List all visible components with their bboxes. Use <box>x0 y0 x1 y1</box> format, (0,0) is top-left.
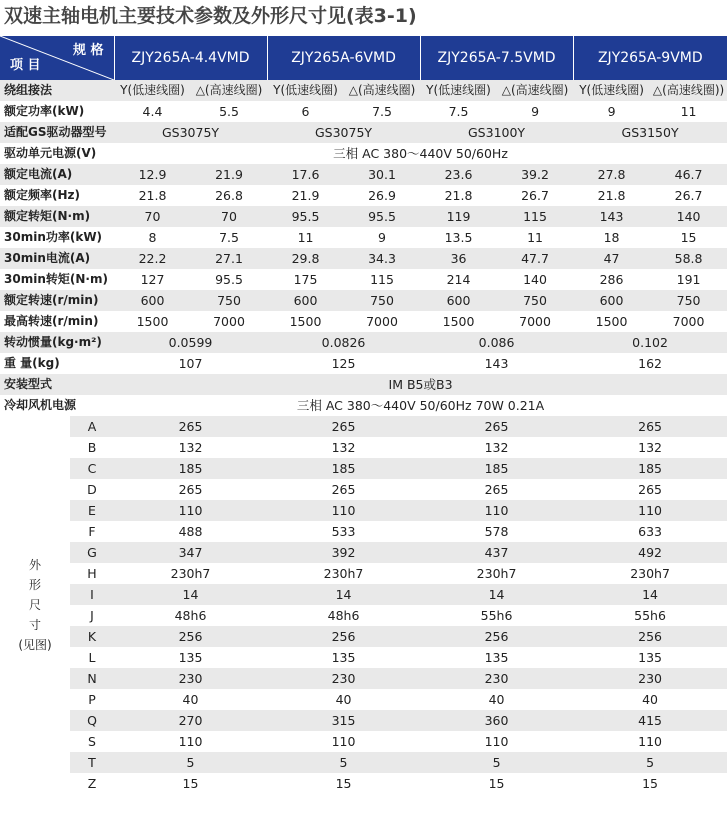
value-cell: 437 <box>420 542 573 563</box>
dimension-letter: J <box>90 608 94 623</box>
dimension-group-label <box>0 416 70 794</box>
value-cell: 7.5 <box>219 230 239 245</box>
value-cell: 1500 <box>595 314 628 329</box>
value-cell: 256 <box>573 626 727 647</box>
value-cell: 175 <box>293 272 318 287</box>
value-cell: 132 <box>331 440 356 455</box>
value-cell: 230h7 <box>630 566 670 581</box>
value-cell: 5.5 <box>219 104 239 119</box>
dimension-letter: I <box>70 584 114 605</box>
value-cell: 115 <box>497 206 573 227</box>
value-cell: 55h6 <box>480 608 513 623</box>
winding-cell: △(高速线圈) <box>344 80 420 101</box>
value-cell: GS3075Y <box>114 122 267 143</box>
dimension-letter: Q <box>70 710 114 731</box>
value-cell: 415 <box>573 710 727 731</box>
value-cell: 140 <box>650 206 727 227</box>
table-row <box>0 269 727 290</box>
value-cell: 70 <box>191 206 267 227</box>
value-cell: 9 <box>607 104 616 119</box>
driver-row <box>0 122 727 143</box>
winding-row <box>0 80 727 101</box>
value-cell: 5 <box>267 752 420 773</box>
value-cell: 360 <box>420 710 573 731</box>
value-cell: 27.8 <box>573 164 650 185</box>
value-cell: 14 <box>267 584 420 605</box>
value-cell: GS3100Y <box>420 122 573 143</box>
value-cell: 315 <box>267 710 420 731</box>
value-cell: 15 <box>182 776 199 791</box>
value-cell: 230 <box>114 668 267 689</box>
value-cell: 270 <box>114 710 267 731</box>
value-cell: 14 <box>573 584 727 605</box>
value-cell: 265 <box>267 416 420 437</box>
value-cell: 9 <box>531 104 540 119</box>
dimension-group-char: (见图) <box>18 638 52 652</box>
value-cell: 8 <box>148 230 157 245</box>
value-cell: 265 <box>178 482 203 497</box>
value-cell: 214 <box>446 272 471 287</box>
winding-cell: △(高速线圈)) <box>650 80 727 101</box>
value-cell: 132 <box>178 440 203 455</box>
value-cell: 110 <box>178 734 203 749</box>
value-cell: 11 <box>527 230 543 245</box>
value-cell: 12.9 <box>114 164 191 185</box>
dimension-row <box>0 689 727 710</box>
winding-cell: Y(低速线圈) <box>573 80 650 101</box>
dimension-letter: Z <box>87 776 97 791</box>
row-label: 安装型式 <box>0 374 114 395</box>
winding-cell: Y(低速线圈) <box>114 80 191 101</box>
value-cell: 119 <box>420 206 497 227</box>
value-cell: 11 <box>297 230 314 245</box>
value-cell: 110 <box>267 500 420 521</box>
value-cell: 115 <box>370 272 394 287</box>
value-cell: 135 <box>331 650 356 665</box>
value-cell: 185 <box>267 458 420 479</box>
value-cell: 600 <box>573 290 650 311</box>
value-cell: 15 <box>680 230 697 245</box>
value-cell: 13.5 <box>444 230 473 245</box>
dimension-letter: H <box>87 566 97 581</box>
dimension-row <box>0 521 727 542</box>
row-label: 额定电流(A) <box>0 164 114 185</box>
dimension-row <box>0 479 727 500</box>
value-cell: 230h7 <box>170 566 211 581</box>
dimension-row <box>0 752 727 773</box>
row-label: 30min转矩(N·m) <box>4 272 108 286</box>
value-cell: 55h6 <box>634 608 666 623</box>
value-cell: 230h7 <box>323 566 364 581</box>
value-cell: 750 <box>650 290 727 311</box>
value-cell: 48h6 <box>174 608 207 623</box>
value-cell: 185 <box>573 458 727 479</box>
value-cell: 600 <box>267 290 344 311</box>
value-cell: 125 <box>331 356 356 371</box>
row-label: 30min电流(A) <box>0 248 114 269</box>
value-cell: 135 <box>178 650 203 665</box>
table-row <box>0 248 727 269</box>
row-label: 额定频率(Hz) <box>4 188 80 202</box>
value-cell: 21.9 <box>291 188 320 203</box>
value-cell: 265 <box>420 416 573 437</box>
value-cell: 36 <box>420 248 497 269</box>
value-cell: 11 <box>680 104 697 119</box>
value-cell: 26.7 <box>674 188 703 203</box>
value-cell: 6 <box>301 104 310 119</box>
value-cell: 110 <box>573 500 727 521</box>
dimension-row <box>0 710 727 731</box>
value-cell: 47 <box>573 248 650 269</box>
value-cell: 286 <box>599 272 624 287</box>
value-cell: 127 <box>140 272 165 287</box>
value-cell: 135 <box>484 650 509 665</box>
value-cell: 95.5 <box>267 206 344 227</box>
table-row <box>0 206 727 227</box>
header-row <box>0 36 727 80</box>
dimension-group-char: 尺 <box>28 598 41 612</box>
table-row <box>0 227 727 248</box>
value-cell: 135 <box>638 650 662 665</box>
value-cell: 7.5 <box>448 104 469 119</box>
value-cell: 48h6 <box>327 608 360 623</box>
corner-cell <box>0 36 114 80</box>
value-cell: 47.7 <box>497 248 573 269</box>
dimension-row <box>0 500 727 521</box>
value-cell: 191 <box>676 272 701 287</box>
value-cell: 256 <box>114 626 267 647</box>
dimension-row <box>0 584 727 605</box>
dimension-letter: F <box>88 524 96 539</box>
dimension-row <box>0 626 727 647</box>
value-cell: 7000 <box>366 314 398 329</box>
value-cell: 140 <box>523 272 547 287</box>
value-cell: 265 <box>638 482 662 497</box>
value-cell: 40 <box>335 692 352 707</box>
dimension-letter: C <box>70 458 114 479</box>
dimension-row <box>0 437 727 458</box>
value-cell: 21.8 <box>444 188 473 203</box>
row-label: 转动惯量(kg·m²) <box>0 332 114 353</box>
value-cell: 110 <box>484 734 509 749</box>
value-cell: 40 <box>642 692 658 707</box>
value-cell: 230 <box>420 668 573 689</box>
value-cell: 1500 <box>289 314 322 329</box>
value-cell: 58.8 <box>650 248 727 269</box>
value-cell: 265 <box>484 482 509 497</box>
value-cell: 265 <box>114 416 267 437</box>
dimension-row <box>0 647 727 668</box>
spec-label: 规 格 <box>72 43 104 58</box>
value-cell: 750 <box>497 290 573 311</box>
model-header: ZJY265A-7.5VMD <box>420 36 573 80</box>
value-cell: 0.086 <box>420 332 573 353</box>
dimension-row <box>0 731 727 752</box>
value-cell: 15 <box>335 776 352 791</box>
value-cell: 23.6 <box>420 164 497 185</box>
value-cell: 110 <box>638 734 662 749</box>
value-cell: 15 <box>642 776 658 791</box>
mount-row <box>0 374 727 395</box>
dimension-row <box>0 542 727 563</box>
row-label: 额定转速(r/min) <box>0 290 114 311</box>
value-cell: 107 <box>178 356 203 371</box>
row-label: 驱动单元电源(V) <box>4 146 97 160</box>
value-cell: 21.8 <box>597 188 626 203</box>
value-cell: 492 <box>573 542 727 563</box>
value-cell: 265 <box>331 482 356 497</box>
dimension-row <box>0 458 727 479</box>
winding-cell: △(高速线圈) <box>191 80 267 101</box>
value-cell: IM B5或B3 <box>114 374 727 395</box>
value-cell: 7.5 <box>372 104 392 119</box>
dimension-row <box>0 668 727 689</box>
winding-cell: Y(低速线圈) <box>420 80 497 101</box>
value-cell: 185 <box>114 458 267 479</box>
table-row <box>0 164 727 185</box>
value-cell: 46.7 <box>650 164 727 185</box>
value-cell: 40 <box>182 692 199 707</box>
row-label: 最高转速(r/min) <box>4 314 99 328</box>
value-cell: 26.9 <box>368 188 396 203</box>
value-cell: 110 <box>420 500 573 521</box>
dimension-group-char: 形 <box>28 578 41 592</box>
table-row <box>0 290 727 311</box>
value-cell: 488 <box>178 524 203 539</box>
value-cell: 392 <box>267 542 420 563</box>
row-label: 30min功率(kW) <box>4 230 103 244</box>
dimension-letter: P <box>88 692 96 707</box>
dimension-letter: A <box>70 416 114 437</box>
value-cell: 265 <box>573 416 727 437</box>
value-cell: 230h7 <box>476 566 517 581</box>
dimension-letter: D <box>87 482 97 497</box>
row-label: 额定功率(kW) <box>4 104 85 118</box>
dimension-row <box>0 416 727 437</box>
value-cell: 633 <box>638 524 662 539</box>
value-cell: 110 <box>114 500 267 521</box>
value-cell: 0.0599 <box>114 332 267 353</box>
value-cell: 95.5 <box>344 206 420 227</box>
value-cell: 600 <box>420 290 497 311</box>
value-cell: 230 <box>573 668 727 689</box>
value-cell: 27.1 <box>191 248 267 269</box>
value-cell: 1500 <box>136 314 169 329</box>
value-cell: 132 <box>484 440 509 455</box>
value-cell: 256 <box>267 626 420 647</box>
value-cell: 143 <box>573 206 650 227</box>
value-cell: 22.2 <box>114 248 191 269</box>
value-cell: 132 <box>638 440 662 455</box>
row-label: 额定转矩(N·m) <box>0 206 114 227</box>
dimension-letter: L <box>88 650 96 665</box>
winding-cell: Y(低速线圈) <box>267 80 344 101</box>
table-row <box>0 185 727 206</box>
row-label: 适配GS驱动器型号 <box>0 122 114 143</box>
value-cell: GS3075Y <box>267 122 420 143</box>
value-cell: 40 <box>488 692 505 707</box>
value-cell: 256 <box>420 626 573 647</box>
page-title: 双速主轴电机主要技术参数及外形尺寸见(表3-1) <box>4 5 417 27</box>
value-cell: 7000 <box>213 314 245 329</box>
power-source-row <box>0 143 727 164</box>
value-cell: 9 <box>378 230 386 245</box>
fan-row <box>0 395 727 416</box>
value-cell: 750 <box>191 290 267 311</box>
value-cell: 5 <box>420 752 573 773</box>
model-header: ZJY265A-9VMD <box>573 36 727 80</box>
value-cell: 26.8 <box>215 188 243 203</box>
value-cell: 185 <box>420 458 573 479</box>
table-row <box>0 353 727 374</box>
value-cell: 110 <box>331 734 356 749</box>
table-row <box>0 311 727 332</box>
value-cell: 15 <box>488 776 505 791</box>
value-cell: 18 <box>603 230 620 245</box>
value-cell: 14 <box>420 584 573 605</box>
value-cell: 7000 <box>672 314 705 329</box>
value-cell: 4.4 <box>142 104 163 119</box>
value-cell: 600 <box>114 290 191 311</box>
dimension-letter: K <box>70 626 114 647</box>
value-cell: 95.5 <box>215 272 243 287</box>
value-cell: 70 <box>114 206 191 227</box>
value-cell: 39.2 <box>497 164 573 185</box>
spec-table-body <box>0 36 727 794</box>
value-cell: 0.102 <box>573 332 727 353</box>
value-cell: 578 <box>484 524 509 539</box>
value-cell: 0.0826 <box>267 332 420 353</box>
row-label: 重 量(kg) <box>4 356 60 370</box>
value-cell: 14 <box>114 584 267 605</box>
value-cell: 347 <box>114 542 267 563</box>
value-cell: GS3150Y <box>573 122 727 143</box>
dimension-row <box>0 563 727 584</box>
model-header: ZJY265A-6VMD <box>267 36 420 80</box>
dimension-letter: N <box>70 668 114 689</box>
table-row <box>0 101 727 122</box>
value-cell: 30.1 <box>344 164 420 185</box>
value-cell: 29.8 <box>267 248 344 269</box>
value-cell: 21.8 <box>138 188 167 203</box>
spec-table <box>0 36 727 794</box>
value-cell: 7000 <box>519 314 551 329</box>
row-label: 冷却风机电源 <box>4 398 77 412</box>
dimension-group-char: 外 <box>28 558 41 572</box>
value-cell: 21.9 <box>191 164 267 185</box>
dimension-letter: T <box>70 752 114 773</box>
model-header: ZJY265A-4.4VMD <box>114 36 267 80</box>
value-cell: 三相 AC 380～440V 50/60Hz 70W 0.21A <box>296 398 545 413</box>
value-cell: 5 <box>573 752 727 773</box>
value-cell: 5 <box>114 752 267 773</box>
value-cell: 26.7 <box>521 188 549 203</box>
dimension-row <box>0 773 727 794</box>
value-cell: 143 <box>484 356 509 371</box>
dimension-letter: G <box>70 542 114 563</box>
table-row <box>0 332 727 353</box>
dimension-letter: B <box>87 440 97 455</box>
dimension-group-char: 寸 <box>28 618 41 632</box>
row-label: 绕组接法 <box>0 80 114 101</box>
value-cell: 230 <box>267 668 420 689</box>
dimension-row <box>0 605 727 626</box>
value-cell: 533 <box>331 524 356 539</box>
dimension-letter: S <box>88 734 96 749</box>
value-cell: 34.3 <box>344 248 420 269</box>
winding-cell: △(高速线圈) <box>497 80 573 101</box>
value-cell: 17.6 <box>267 164 344 185</box>
dimension-letter: E <box>70 500 114 521</box>
value-cell: 1500 <box>442 314 475 329</box>
value-cell: 162 <box>638 356 662 371</box>
value-cell: 750 <box>344 290 420 311</box>
value-cell: 三相 AC 380～440V 50/60Hz <box>333 146 508 161</box>
item-label: 项 目 <box>10 58 41 73</box>
